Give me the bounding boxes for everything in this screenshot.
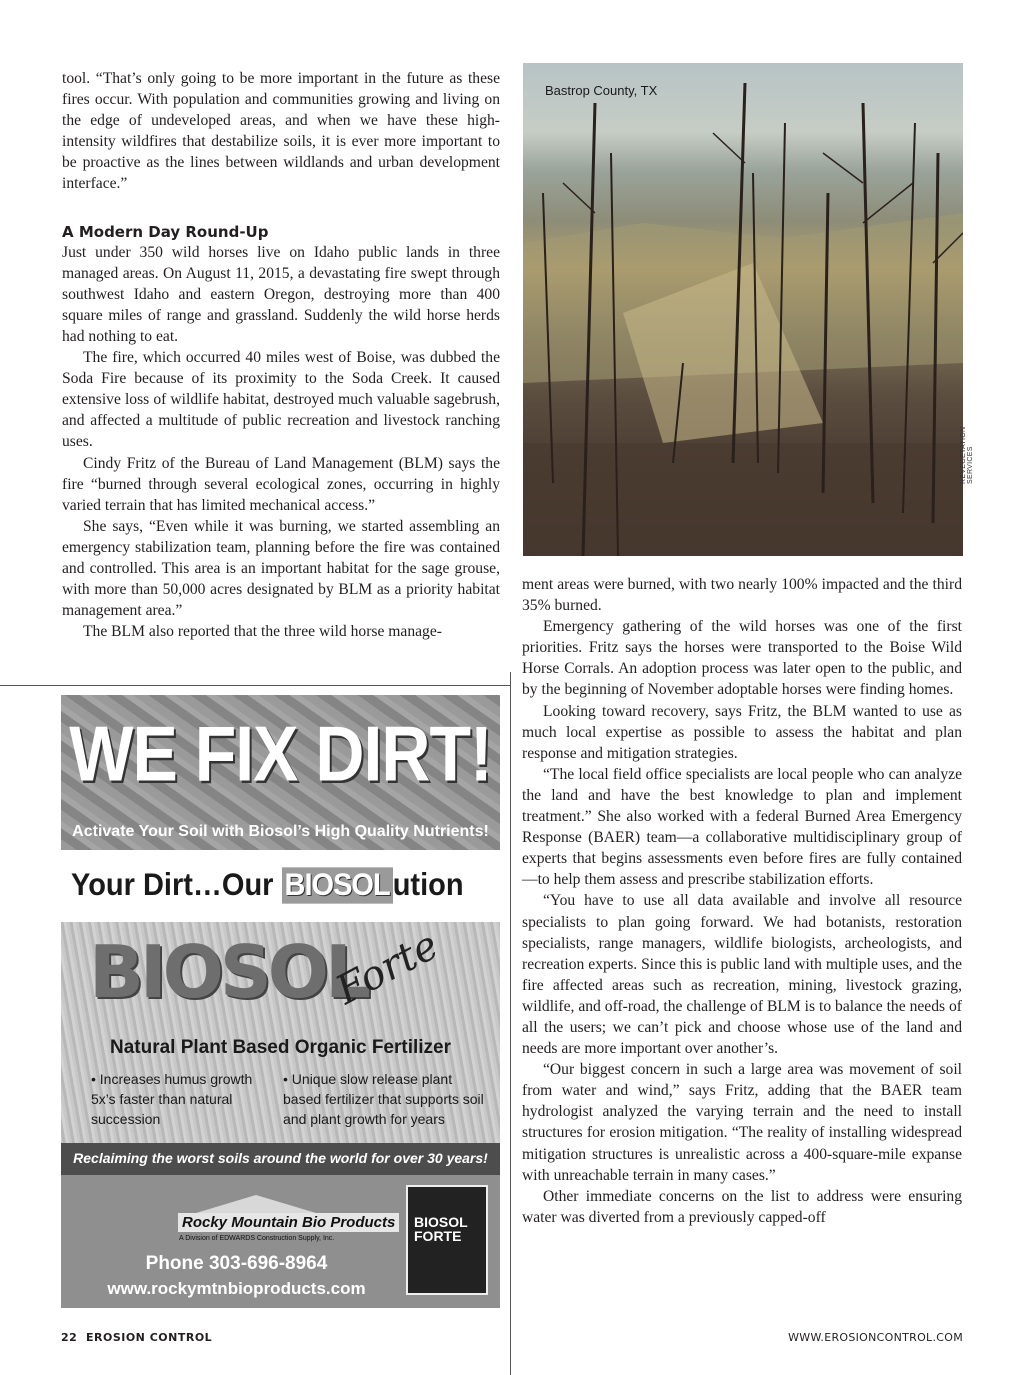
biosol-advertisement[interactable]	[61, 695, 500, 1308]
ad-reclaim-text: Reclaiming the worst soils around the world for over 30 years!	[73, 1150, 488, 1166]
paragraph-intro: tool. “That’s only going to be more important in the future as these fires occur. With population and communities growing and living on the edge of undeveloped areas, and when we have these high-intensity wildfires that destabilize soils, it is ever more important to be proactive as the lines between wildlands and urban development interface.”	[62, 70, 500, 193]
paragraph: Just under 350 wild horses live on Idaho public lands in three managed areas. On August 11, 2015, a devastating fire swept through southwest Idaho and eastern Oregon, destroying more than 400 square miles of range and grassland. Suddenly the wild horse herds had nothing to eat.	[62, 243, 500, 345]
column-divider	[510, 672, 511, 1375]
ad-headline: WE FIX DIRT!	[69, 710, 492, 798]
photo-credit: REVEGETATION SERVICES	[960, 426, 974, 484]
paragraph: ment areas were burned, with two nearly 100% impacted and the third 35% burned.	[522, 576, 962, 615]
paragraph: Cindy Fritz of the Bureau of Land Management (BLM) says the fire “burned through several ecological zones, occurring in highly varied terrain that has limited mechanical access.”	[62, 454, 500, 514]
company-logo: Rocky Mountain Bio Products	[178, 1213, 399, 1232]
right-column	[522, 574, 962, 1228]
footer-website[interactable]: WWW.EROSIONCONTROL.COM	[788, 1331, 963, 1344]
photo-caption: Bastrop County, TX	[545, 83, 658, 98]
mountain-icon	[196, 1195, 316, 1213]
ad-tagline: Activate Your Soil with Biosol’s High Quality Nutrients!	[72, 823, 489, 840]
paragraph: The BLM also reported that the three wild horse manage-	[83, 623, 442, 641]
forte-script: Forte	[328, 922, 446, 1014]
page-number: 22	[61, 1331, 78, 1344]
left-column	[62, 68, 500, 642]
paragraph: “The local field office specialists are local people who can analyze the land and have the best knowledge to plan and implement treatment.” She also worked with a federal Burned Area Emergency Response (BAER) team—a collaborative multidisciplinary group of experts that begins assessments even before fires are fully contained—to help them assess and prescribe stabilization efforts.	[522, 765, 962, 889]
paragraph: Looking toward recovery, says Fritz, the BLM wanted to use as much local expertise as possible to assess the habitat and plan response and mitigation strategies.	[522, 702, 962, 762]
page-footer-left	[61, 1331, 212, 1344]
bag-label-line: BIOSOL	[414, 1214, 468, 1230]
ad-divider	[0, 685, 510, 686]
bag-label-line: FORTE	[414, 1228, 462, 1244]
slogan-suffix: ution	[392, 867, 464, 903]
benefit-bullet: • Increases humus growth 5x’s faster than natural succession	[91, 1071, 253, 1127]
tree-silhouettes	[523, 63, 963, 556]
paragraph: Emergency gathering of the wild horses was one of the first priorities. Fritz says the horses were transported to the Boise Wild Horse Corrals. An adoption process was later open to the public, and by the beginning of November adoptable horses were finding homes.	[522, 618, 962, 699]
product-bag-image	[406, 1185, 488, 1295]
paragraph: Other immediate concerns on the list to address were ensuring water was diverted from a previously capped-off	[522, 1187, 962, 1226]
bag-label	[414, 1215, 468, 1243]
paragraph: “You have to use all data available and involve all resource specialists to plan going forward. We had botanists, restoration specialists, range managers, wildlife biologists, archeologists, and recreation experts. Since this is public land with multiple uses, and the fire affected areas such as recreation, mining, livestock grazing, wildlife, and off-road, the challenge of BLM is to balance the needs of all the users; we can’t pick and choose whose use of the land and needs are more important over another’s.	[522, 892, 962, 1058]
burned-forest-photo	[523, 63, 963, 556]
benefit-bullet: • Unique slow release plant based fertilizer that supports soil and plant growth for years	[283, 1071, 484, 1127]
publication-name: EROSION CONTROL	[85, 1331, 213, 1344]
ad-slogan	[71, 867, 464, 903]
section-subhead: A Modern Day Round-Up	[62, 222, 269, 241]
paragraph: She says, “Even while it was burning, we started assembling an emergency stabilization team, planning before the fire was contained and controlled. This area is an important habitat for the sage grouse, with more than 50,000 acres designated by BLM as a priority habitat management area.”	[62, 517, 500, 620]
ad-phone[interactable]: Phone 303-696-8964	[145, 1253, 328, 1274]
slogan-brand: BIOSOL	[282, 867, 393, 903]
product-description: Natural Plant Based Organic Fertilizer	[109, 1037, 452, 1058]
biosol-logo: BIOSOL	[89, 930, 367, 1014]
paragraph: The fire, which occurred 40 miles west of Boise, was dubbed the Soda Fire because of its proximity to the Soda Creek. It caused extensive loss of wildlife habitat, destroyed much valuable sagebrush, and affected a multitude of public recreation and livestock ranching uses.	[62, 349, 500, 451]
paragraph: “Our biggest concern in such a large area was movement of soil from water and wind,” says Fritz, adding that the BAER team hydrologist analyzed the varying terrain and the need to install structures for erosion mitigation. “The reality of installing widespread mitigation structures is unrealistic across a 400-square-mile expanse with unreachable terrain in many cases.”	[522, 1061, 962, 1184]
company-division: A Division of EDWARDS Construction Supply, Inc.	[179, 1235, 335, 1242]
ad-website-link[interactable]: www.rockymtnbioproducts.com	[107, 1279, 366, 1298]
slogan-prefix: Your Dirt…Our	[71, 867, 282, 903]
